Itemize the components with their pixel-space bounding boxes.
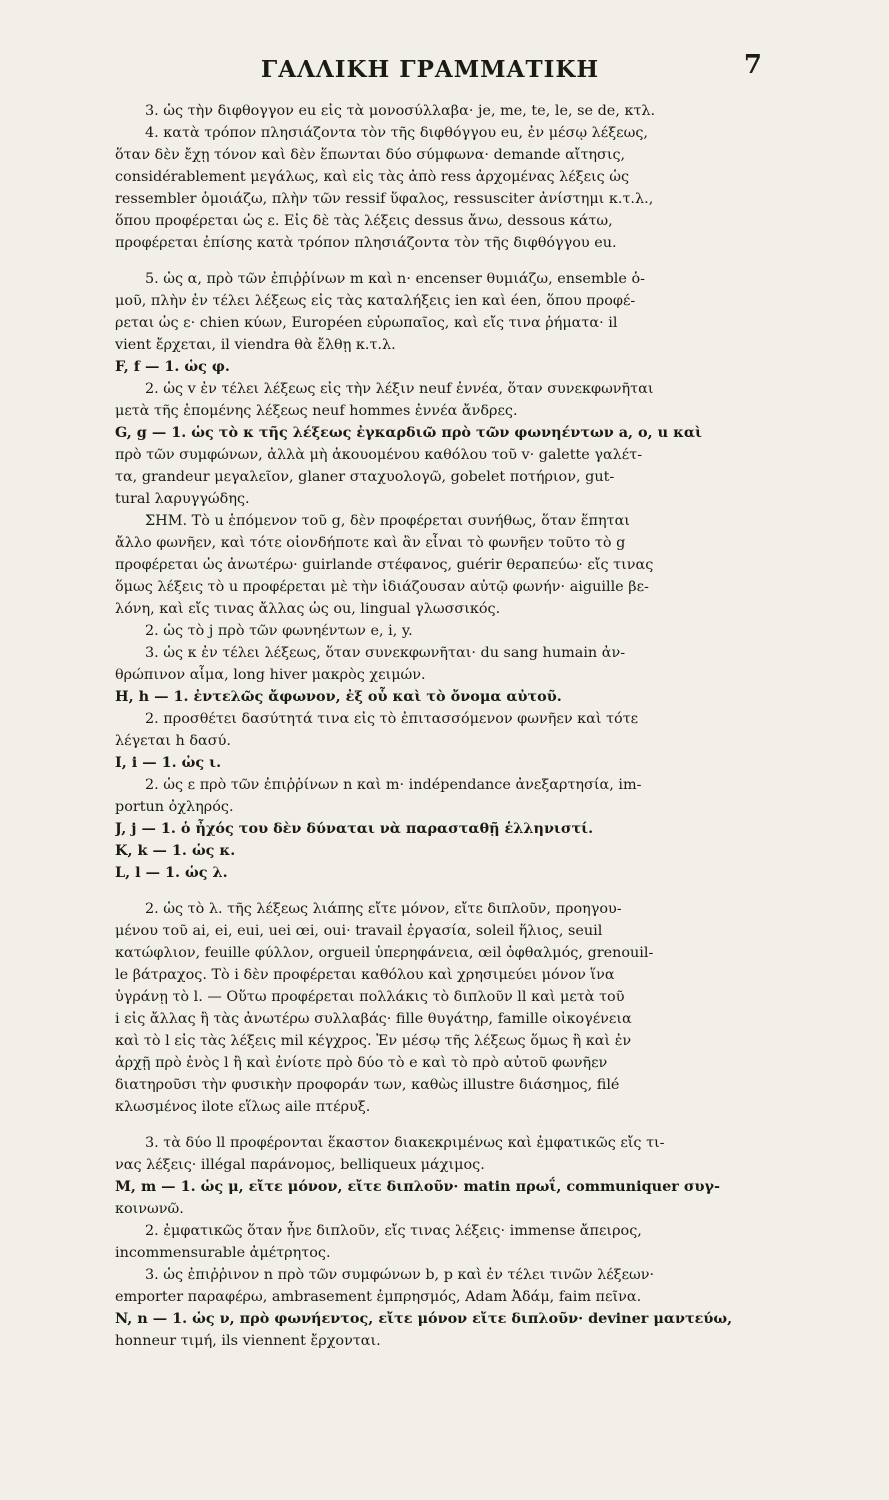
letter-heading-f: F, f — 1. ὡς φ. bbox=[115, 358, 230, 375]
text-line: θρώπινον αἷμα, long hiver μακρὸς χειμών. bbox=[115, 667, 426, 683]
text-line: 2. ἐμφατικῶς ὅταν ἦνε διπλοῦν, εἴς τινας λέξεις· immense ἄπειρος, bbox=[145, 1223, 642, 1239]
letter-heading-g: G, g — 1. ὡς τὸ κ τῆς λέξεως ἐγκαρδιῶ πρὸ τῶν φωνηέντων a, o, u καὶ bbox=[115, 424, 702, 441]
letter-heading-i: I, i — 1. ὡς ι. bbox=[115, 754, 222, 771]
letter-heading-h: H, h — 1. ἐντελῶς ἄφωνον, ἐξ οὗ καὶ τὸ ὄνομα αὐτοῦ. bbox=[115, 688, 562, 705]
text-line: μετὰ τῆς ἑπομένης λέξεως neuf hommes ἐννέα ἄνδρες. bbox=[115, 403, 518, 419]
text-line: portun ὀχληρός. bbox=[115, 799, 234, 815]
text-line: 3. ὡς κ ἐν τέλει λέξεως, ὅταν συνεκφωνῆται· du sang humain ἀν- bbox=[145, 645, 626, 661]
text-line: le βάτραχος. Τὸ i δὲν προφέρεται καθόλου καὶ χρησιμεύει μόνον ἵνα bbox=[115, 967, 615, 983]
page-title: ΓΑΛΛΙΚΗ ΓΡΑΜΜΑΤΙΚΗ bbox=[260, 56, 600, 83]
text-line: 3. ὡς τὴν διφθογγον eu εἰς τὰ μονοσύλλαβα· je, me, te, le, se de, κτλ. bbox=[145, 103, 656, 119]
letter-heading-l: L, l — 1. ὡς λ. bbox=[115, 864, 228, 881]
text-line: μοῦ, πλὴν ἐν τέλει λέξεως εἰς τὰς καταλήξεις ien καὶ éen, ὅπου προφέ- bbox=[115, 293, 636, 309]
letter-heading-m: M, m — 1. ὡς μ, εἴτε μόνον, εἴτε διπλοῦν· matin πρωΐ, communiquer συγ- bbox=[115, 1178, 720, 1195]
text-line: νας λέξεις· illégal παράνομος, belliqueux μάχιμος. bbox=[115, 1157, 485, 1173]
text-line: τα, grandeur μεγαλεῖον, glaner σταχυολογῶ, gobelet ποτήριον, gut- bbox=[115, 469, 615, 485]
paragraph-gap bbox=[115, 884, 765, 898]
text-line: ὅπου προφέρεται ὡς ε. Εἰς δὲ τὰς λέξεις dessus ἄνω, dessous κάτω, bbox=[115, 213, 613, 229]
letter-heading-j: J, j — 1. ὁ ἦχός του δὲν δύναται νὰ παρασταθῇ ἑλληνιστί. bbox=[115, 820, 594, 837]
text-line: ressembler ὁμοιάζω, πλὴν τῶν ressif ὕφαλος, ressusciter ἀνίστημι κ.τ.λ., bbox=[115, 191, 654, 207]
text-line: ὅμως λέξεις τὸ u προφέρεται μὲ τὴν ἰδιάζουσαν αὐτῷ φωνήν· aiguille βε- bbox=[115, 579, 649, 595]
text-line: 2. ὡς τὸ j πρὸ τῶν φωνηέντων e, i, y. bbox=[145, 623, 413, 639]
text-line: emporter παραφέρω, ambrasement ἐμπρησμός, Adam Ἀδάμ, faim πεῖνα. bbox=[115, 1289, 642, 1305]
text-line: μένου τοῦ ai, ei, eui, uei œi, oui· travail ἐργασία, soleil ἥλιος, seuil bbox=[115, 923, 603, 939]
text-line: λόνη, καὶ εἴς τινας ἄλλας ὡς ou, lingual γλωσσικός. bbox=[115, 601, 501, 617]
text-line: considérablement μεγάλως, καὶ εἰς τὰς ἀπὸ ress ἀρχομένας λέξεις ὡς bbox=[115, 169, 630, 185]
note-line: ΣΗΜ. Τὸ u ἑπόμενον τοῦ g, δὲν προφέρεται συνήθως, ὅταν ἕπηται bbox=[145, 513, 630, 529]
text-line: κλωσμένος ilote εἵλως aile πτέρυξ. bbox=[115, 1099, 371, 1115]
text-line: honneur τιμή, ils viennent ἔρχονται. bbox=[115, 1333, 381, 1349]
text-line: καὶ τὸ l εἰς τὰς λέξεις mil κέγχρος. Ἐν μέσῳ τῆς λέξεως ὅμως ἢ καὶ ἐν bbox=[115, 1033, 632, 1049]
letter-heading-n: N, n — 1. ὡς ν, πρὸ φωνήεντος, εἴτε μόνον εἴτε διπλοῦν· deviner μαντεύω, bbox=[115, 1310, 733, 1327]
page-number: 7 bbox=[743, 50, 762, 80]
letter-heading-k: K, k — 1. ὡς κ. bbox=[115, 842, 236, 859]
text-line: 3. τὰ δύο ll προφέρονται ἕκαστον διακεκριμένως καὶ ἐμφατικῶς εἴς τι- bbox=[145, 1135, 665, 1151]
text-line: κατώφλιον, feuille φύλλον, orgueil ὑπερηφάνεια, œil ὀφθαλμός, grenouil- bbox=[115, 945, 654, 961]
text-line: tural λαρυγγώδης. bbox=[115, 491, 250, 507]
page-header bbox=[100, 50, 760, 90]
text-line: ὑγράνῃ τὸ l. — Οὕτω προφέρεται πολλάκις τὸ διπλοῦν ll καὶ μετὰ τοῦ bbox=[115, 989, 625, 1005]
text-body bbox=[115, 100, 765, 1352]
text-line: λέγεται h δασύ. bbox=[115, 733, 231, 749]
text-line: incommensurable ἀμέτρητος. bbox=[115, 1245, 331, 1261]
text-line: 4. κατὰ τρόπον πλησιάζοντα τὸν τῆς διφθόγγου eu, ἐν μέσῳ λέξεως, bbox=[145, 125, 648, 141]
text-line: προφέρεται ὡς ἀνωτέρω· guirlande στέφανος, guérir θεραπεύω· εἴς τινας bbox=[115, 557, 654, 573]
text-line: 5. ὡς α, πρὸ τῶν ἐπιῤῥίνων m καὶ n· encenser θυμιάζω, ensemble ὁ- bbox=[145, 271, 646, 287]
text-line: vient ἔρχεται, il viendra θὰ ἔλθῃ κ.τ.λ. bbox=[115, 337, 396, 353]
text-line: διατηροῦσι τὴν φυσικὴν προφοράν των, καθὼς illustre διάσημος, filé bbox=[115, 1077, 620, 1093]
text-line: i εἰς ἄλλας ἢ τὰς ἀνωτέρω συλλαβάς· fille θυγάτηρ, famille οἰκογένεια bbox=[115, 1011, 632, 1027]
text-line: 2. ὡς τὸ λ. τῆς λέξεως λιάπης εἴτε μόνον, εἴτε διπλοῦν, προηγου- bbox=[145, 901, 622, 917]
text-line: πρὸ τῶν συμφώνων, ἀλλὰ μὴ ἀκουομένου καθόλου τοῦ v· galette γαλέτ- bbox=[115, 447, 643, 463]
text-line: κοινωνῶ. bbox=[115, 1201, 184, 1217]
paragraph-gap bbox=[115, 254, 765, 268]
text-line: προφέρεται ἐπίσης κατὰ τρόπον πλησιάζοντα τὸν τῆς διφθόγγου eu. bbox=[115, 235, 617, 251]
text-line: 2. προσθέτει δασύτητά τινα εἰς τὸ ἐπιτασσόμενον φωνῆεν καὶ τότε bbox=[145, 711, 639, 727]
text-line: ἄλλο φωνῆεν, καὶ τότε οἱονδήποτε καὶ ἂν εἶναι τὸ φωνῆεν τοῦτο τὸ g bbox=[115, 535, 626, 551]
text-line: ρεται ὡς ε· chien κύων, Européen εὐρωπαῖος, καὶ εἴς τινα ῥήματα· il bbox=[115, 315, 618, 331]
text-line: ἀρχῇ πρὸ ἑνὸς l ἢ καὶ ἐνίοτε πρὸ δύο τὸ e καὶ τὸ πρὸ αὐτοῦ φωνῆεν bbox=[115, 1055, 608, 1071]
text-line: 2. ὡς ε πρὸ τῶν ἐπιῤῥίνων n καὶ m· indépendance ἀνεξαρτησία, im- bbox=[145, 777, 642, 793]
text-line: 3. ὡς ἐπιῤῥινον n πρὸ τῶν συμφώνων b, p καὶ ἐν τέλει τινῶν λέξεων· bbox=[145, 1267, 655, 1283]
text-line: ὅταν δὲν ἔχῃ τόνον καὶ δὲν ἕπωνται δύο σύμφωνα· demande αἴτησις, bbox=[115, 147, 626, 163]
paragraph-gap bbox=[115, 1118, 765, 1132]
text-line: 2. ὡς v ἐν τέλει λέξεως εἰς τὴν λέξιν neuf ἐννέα, ὅταν συνεκφωνῆται bbox=[145, 381, 654, 397]
